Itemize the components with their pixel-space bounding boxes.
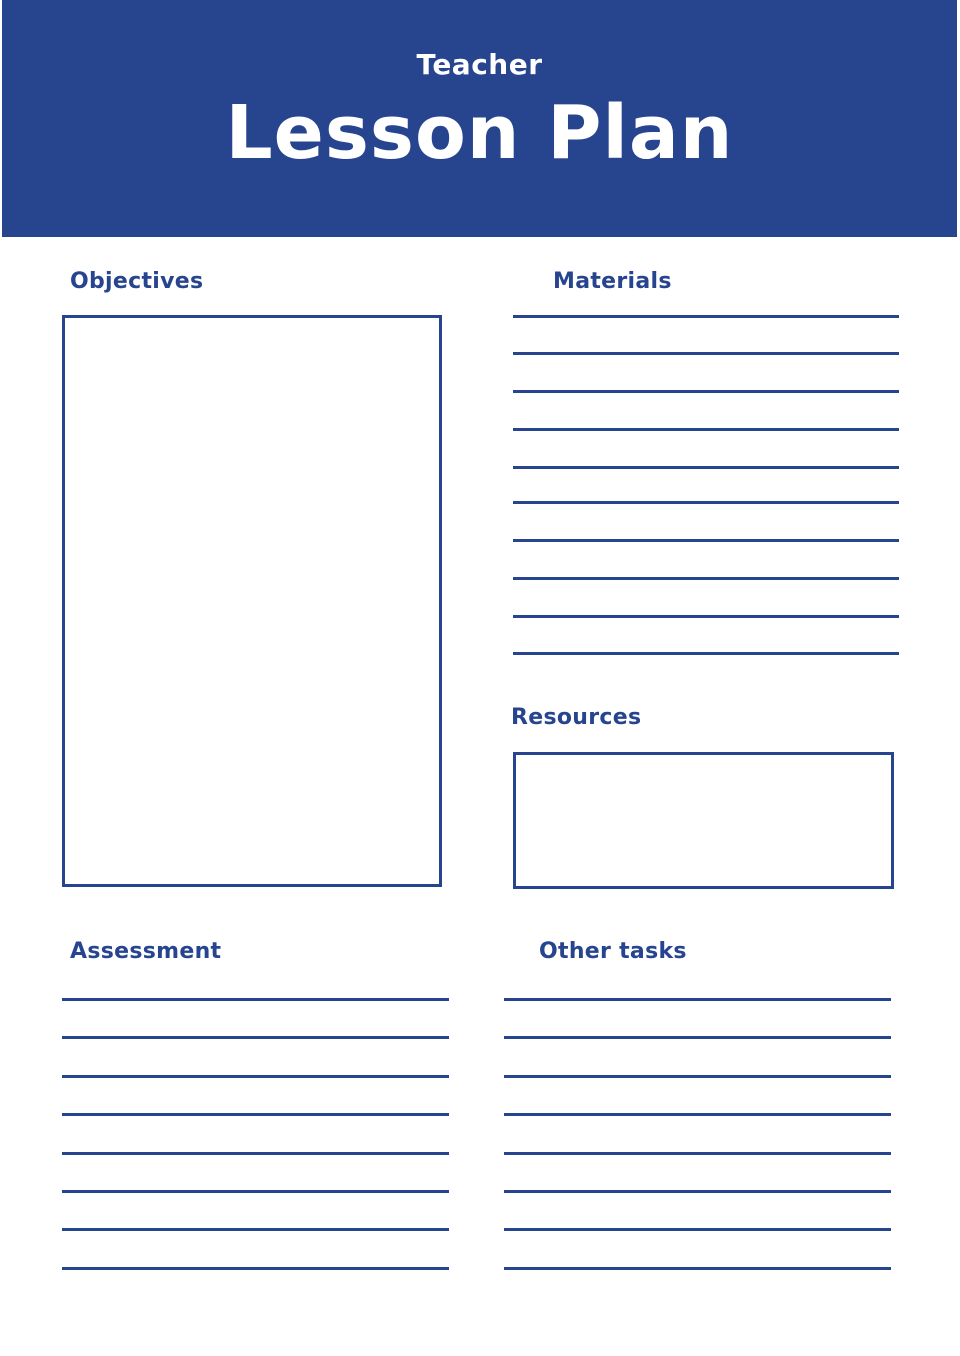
materials-line[interactable] xyxy=(513,652,899,655)
materials-line[interactable] xyxy=(513,501,899,504)
materials-line[interactable] xyxy=(513,577,899,580)
objectives-label: Objectives xyxy=(70,269,204,294)
other-tasks-label: Other tasks xyxy=(539,939,687,964)
assessment-line[interactable] xyxy=(62,1036,449,1039)
assessment-label: Assessment xyxy=(70,939,222,964)
other-tasks-line[interactable] xyxy=(504,1228,891,1231)
other-tasks-line[interactable] xyxy=(504,1075,891,1078)
page-title: Lesson Plan xyxy=(225,90,734,176)
header-banner xyxy=(2,0,957,237)
other-tasks-line[interactable] xyxy=(504,1190,891,1193)
assessment-line[interactable] xyxy=(62,1113,449,1116)
other-tasks-line[interactable] xyxy=(504,1113,891,1116)
assessment-line[interactable] xyxy=(62,1190,449,1193)
materials-line[interactable] xyxy=(513,315,899,318)
other-tasks-line[interactable] xyxy=(504,1036,891,1039)
materials-line[interactable] xyxy=(513,539,899,542)
objectives-box[interactable] xyxy=(62,315,442,887)
assessment-line[interactable] xyxy=(62,1267,449,1270)
other-tasks-line[interactable] xyxy=(504,1152,891,1155)
assessment-line[interactable] xyxy=(62,1075,449,1078)
assessment-line[interactable] xyxy=(62,998,449,1001)
header-subtitle: Teacher xyxy=(416,48,543,81)
assessment-line[interactable] xyxy=(62,1152,449,1155)
materials-line[interactable] xyxy=(513,615,899,618)
other-tasks-line[interactable] xyxy=(504,998,891,1001)
materials-line[interactable] xyxy=(513,428,899,431)
assessment-line[interactable] xyxy=(62,1228,449,1231)
resources-label: Resources xyxy=(511,705,642,730)
materials-line[interactable] xyxy=(513,352,899,355)
materials-line[interactable] xyxy=(513,466,899,469)
materials-label: Materials xyxy=(553,269,672,294)
other-tasks-line[interactable] xyxy=(504,1267,891,1270)
materials-line[interactable] xyxy=(513,390,899,393)
resources-box[interactable] xyxy=(513,752,894,889)
